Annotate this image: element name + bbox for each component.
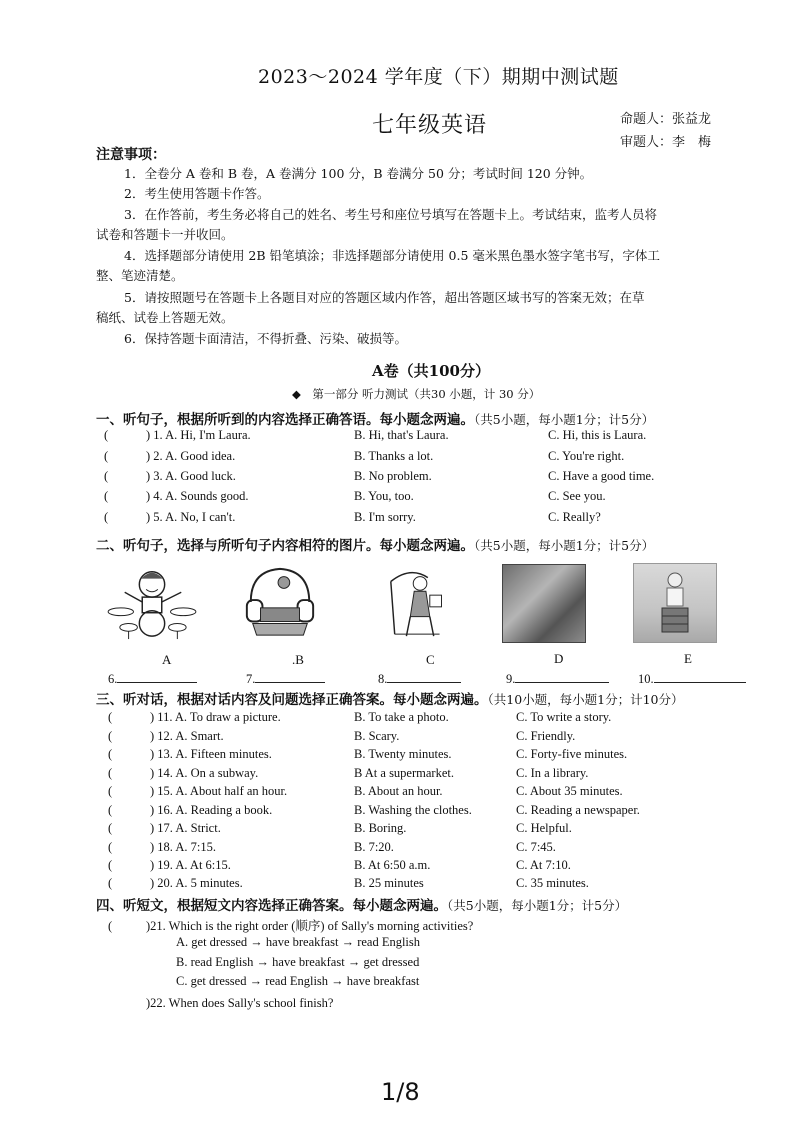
exam-title: 2023～2024 学年度（下）期期中测试题: [258, 66, 619, 88]
option-b: B. To take a photo.: [354, 710, 449, 724]
picture-label-a: A: [162, 652, 172, 667]
option-b: B. 7:20.: [354, 840, 394, 854]
question-row: ( ) 17. A. Strict.: [108, 821, 221, 835]
option-c: C. At 7:10.: [516, 858, 571, 872]
notice-heading: 注意事项：: [96, 147, 166, 163]
option-c: C. Really?: [548, 510, 601, 524]
part1-heading: ◆ 第一部分 听力测试（共30 小题，计 30 分）: [292, 387, 541, 401]
option-c: C. You're right.: [548, 449, 625, 463]
option-c: C. Helpful.: [516, 821, 572, 835]
option-b: B. You, too.: [354, 489, 414, 503]
question-row: ( ) 5. A. No, I can't.: [104, 510, 236, 524]
picture-label-c: C: [426, 652, 435, 667]
question-row: ( ) 4. A. Sounds good.: [104, 489, 249, 503]
option-b: B. At 6:50 a.m.: [354, 858, 431, 872]
question-row: ( ) 11. A. To draw a picture.: [108, 710, 281, 724]
option-c: C. Friendly.: [516, 729, 576, 743]
question-22: )22. When does Sally's school finish?: [146, 996, 334, 1010]
option-c: C. About 35 minutes.: [516, 784, 623, 798]
option-b: B. Washing the clothes.: [354, 803, 472, 817]
question-row: ( ) 1. A. Hi, I'm Laura.: [104, 428, 251, 442]
page-number: 1/8: [381, 1078, 420, 1106]
question-row: ( ) 3. A. Good luck.: [104, 469, 236, 483]
option-b: B. About an hour.: [354, 784, 443, 798]
section-1-instruction: 一、听句子，根据所听到的内容选择正确答语。每小题念两遍。: [96, 412, 474, 428]
notice-line: 2．考生使用答题卡作答。: [124, 186, 270, 201]
section-3-instruction: 三、听对话，根据对话内容及问题选择正确答案。每小题念两遍。: [96, 692, 488, 708]
option-c: C. Hi, this is Laura.: [548, 428, 647, 442]
picture-label-e: E: [684, 651, 692, 666]
section-4-instruction: 四、听短文，根据短文内容选择正确答案。每小题念两遍。: [96, 898, 447, 914]
option-b: B At a supermarket.: [354, 766, 454, 780]
question-21: ( )21. Which is the right order (顺序) of Sally's morning activities?: [108, 919, 474, 933]
question-row: ( ) 13. A. Fifteen minutes.: [108, 747, 272, 761]
notice-line: 1．全卷分 A 卷和 B 卷，A 卷满分 100 分，B 卷满分 50 分；考试时间 120 分钟。: [124, 166, 593, 181]
section-4-note: （共5小题，每小题1分；计5分）: [447, 898, 628, 913]
option-b: B. 25 minutes: [354, 876, 424, 890]
option-b: B. Hi, that's Laura.: [354, 428, 449, 442]
option-b: B. Thanks a lot.: [354, 449, 434, 463]
option-b: B. I'm sorry.: [354, 510, 416, 524]
notice-line: 整、笔迹清楚。: [96, 268, 184, 283]
question-21-option-b: B. read English → have breakfast → get dressed: [176, 955, 420, 969]
question-21-option-c: C. get dressed → read English → have breakfast: [176, 974, 420, 988]
question-row: ( ) 19. A. At 6:15.: [108, 858, 231, 872]
option-c: C. 35 minutes.: [516, 876, 589, 890]
answer-blank-7[interactable]: 7.: [246, 670, 325, 687]
question-row: ( ) 14. A. On a subway.: [108, 766, 259, 780]
photo-e-picture: [633, 563, 717, 643]
question-row: ( ) 15. A. About half an hour.: [108, 784, 288, 798]
option-c: C. Have a good time.: [548, 469, 655, 483]
option-b: B. Boring.: [354, 821, 407, 835]
question-row: ( ) 2. A. Good idea.: [104, 449, 236, 463]
question-row: ( ) 18. A. 7:15.: [108, 840, 216, 854]
option-c: C. Reading a newspaper.: [516, 803, 640, 817]
question-row: ( ) 16. A. Reading a book.: [108, 803, 273, 817]
question-row: ( ) 20. A. 5 minutes.: [108, 876, 243, 890]
answer-blank-6[interactable]: 6.: [108, 670, 197, 687]
notice-line: 5．请按照题号在答题卡上各题目对应的答题区域内作答，超出答题区域书写的答案无效；在草: [124, 290, 645, 305]
section-2-note: （共5小题，每小题1分；计5分）: [474, 538, 655, 553]
reading-chair-picture: [380, 562, 464, 640]
option-c: C. In a library.: [516, 766, 589, 780]
subject-title: 七年级英语: [372, 113, 488, 138]
section-2-title: [96, 534, 654, 554]
option-c: C. To write a story.: [516, 710, 612, 724]
section-4-title: [96, 894, 627, 914]
notice-line: 6．保持答题卡面清洁，不得折叠、污染、破损等。: [124, 331, 407, 346]
section-1-note: （共5小题，每小题1分；计5分）: [474, 412, 655, 427]
option-b: B. Twenty minutes.: [354, 747, 452, 761]
notice-line: 稿纸、试卷上答题无效。: [96, 310, 234, 325]
answer-blank-9[interactable]: 9.: [506, 670, 609, 687]
notice-line: 3．在作答前，考生务必将自己的姓名、考生号和座位号填写在答题卡上。考试结束，监考人员将: [124, 207, 657, 222]
question-21-option-a: A. get dressed → have breakfast → read English: [176, 935, 421, 949]
option-c: C. Forty-five minutes.: [516, 747, 628, 761]
notice-line: 4．选择题部分请使用 2B 铅笔填涂；非选择题部分请使用 0.5 毫米黑色墨水签字笔书写，字体工: [124, 248, 660, 263]
option-b: B. No problem.: [354, 469, 432, 483]
section-1-title: [96, 408, 654, 428]
section-3-title: [96, 688, 684, 708]
setter: 命题人：张益龙: [620, 112, 712, 127]
picture-label-d: D: [554, 651, 564, 666]
photo-d-picture: [502, 564, 586, 643]
section-3-note: （共10小题，每小题1分；计10分）: [487, 692, 684, 707]
answer-blank-10[interactable]: 10.: [638, 670, 746, 687]
option-c: C. See you.: [548, 489, 606, 503]
section-a-heading: A卷（共100分）: [372, 362, 490, 380]
armchair-picture: [238, 563, 322, 641]
question-row: ( ) 12. A. Smart.: [108, 729, 224, 743]
section-2-instruction: 二、听句子，选择与所听句子内容相符的图片。每小题念两遍。: [96, 538, 474, 554]
option-b: B. Scary.: [354, 729, 400, 743]
reviewer: 审题人：李 梅: [620, 135, 712, 150]
drummer-picture: [104, 563, 200, 641]
notice-line: 试卷和答题卡一并收回。: [96, 227, 234, 242]
option-c: C. 7:45.: [516, 840, 556, 854]
answer-blank-8[interactable]: 8.: [378, 670, 461, 687]
picture-label-b: .B: [292, 652, 304, 667]
